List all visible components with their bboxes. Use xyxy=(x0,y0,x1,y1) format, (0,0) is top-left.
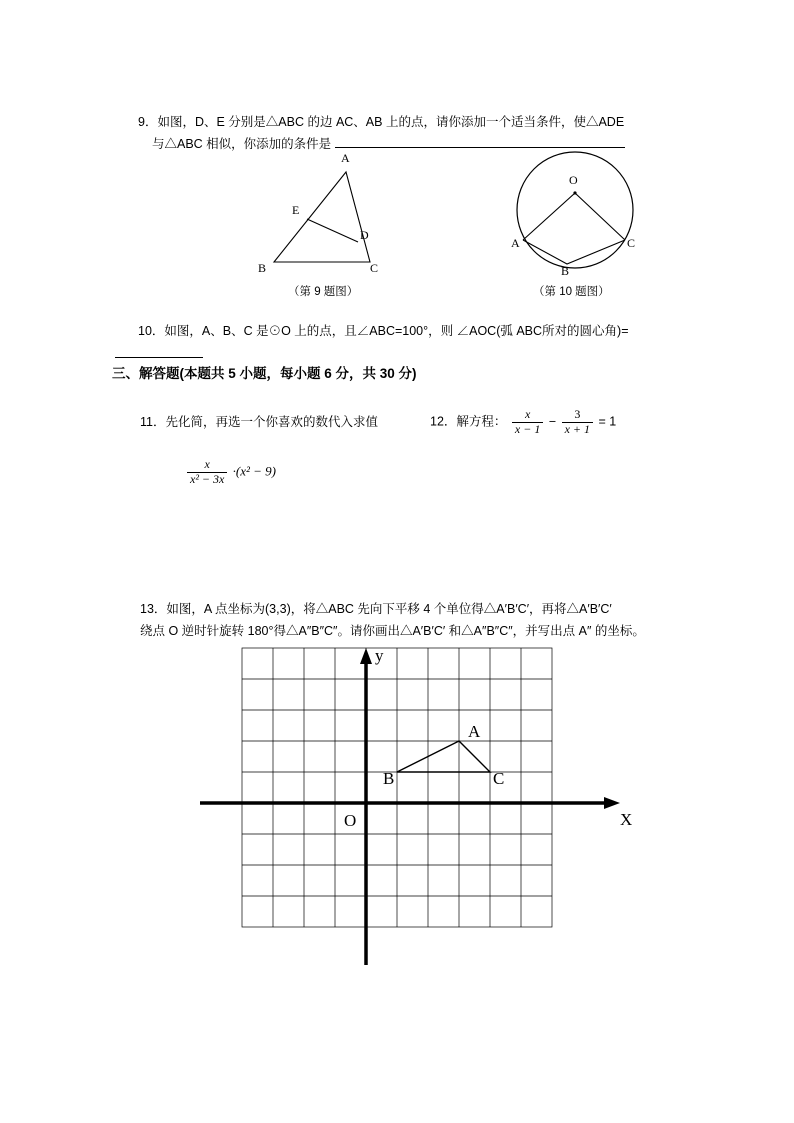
coordinate-grid-drawing xyxy=(180,640,650,980)
question-11-text: 11．先化简，再选一个你喜欢的数代入求值 xyxy=(140,415,378,429)
question-12-fraction-1-denominator: x − 1 xyxy=(512,422,543,437)
triangle-label-C: C xyxy=(493,769,505,788)
triangle-label-A: A xyxy=(468,722,481,741)
figure-9-label-E: E xyxy=(292,203,300,217)
question-12 xyxy=(430,408,616,437)
question-12-fraction-2-numerator: 3 xyxy=(574,407,581,421)
figure-10 xyxy=(495,150,675,310)
figure-9-caption: （第 9 题图） xyxy=(288,286,359,298)
triangle-label-B: B xyxy=(383,769,395,788)
question-11-expression xyxy=(185,458,276,487)
figure-10-label-O: O xyxy=(569,173,578,187)
origin-label: O xyxy=(344,811,357,830)
figure-10-drawing xyxy=(495,150,675,280)
question-11-numerator: x xyxy=(204,457,210,471)
question-11-denominator: x² − 3x xyxy=(187,472,227,487)
question-9-line2: 与△ABC 相似，你添加的条件是 xyxy=(152,136,332,151)
figure-9-drawing xyxy=(248,150,428,280)
question-12-equals: = 1 xyxy=(598,414,617,429)
y-axis-label: y xyxy=(375,646,384,665)
question-13 xyxy=(140,598,700,643)
question-10-text: 10．如图，A、B、C 是⊙O 上的点，且∠ABC=100°，则 ∠AOC(弧 ABC所对的圆心角)= xyxy=(138,324,629,338)
question-12-fraction-1 xyxy=(512,408,543,437)
answer-blank-10[interactable] xyxy=(115,357,203,358)
figure-9-label-B: B xyxy=(258,261,267,275)
x-axis-label: X xyxy=(620,810,633,829)
question-12-fraction-2-denominator: x + 1 xyxy=(562,422,593,437)
question-9-line1: 9．如图，D、E 分别是△ABC 的边 AC、AB 上的点，请你添加一个适当条件，使△ADE xyxy=(138,115,625,129)
question-11-multiplier: ·(x² − 9) xyxy=(232,463,276,479)
figure-9 xyxy=(248,150,428,310)
question-12-label: 12．解方程： xyxy=(430,414,507,429)
figure-10-caption: （第 10 题图） xyxy=(533,286,610,298)
figure-9-label-A: A xyxy=(341,151,350,165)
question-12-fraction-1-numerator: x xyxy=(524,407,531,421)
figure-10-label-A: A xyxy=(511,236,520,250)
question-12-minus: − xyxy=(548,414,557,429)
question-11-fraction xyxy=(187,458,227,487)
coordinate-grid-figure xyxy=(180,640,650,980)
question-10 xyxy=(138,320,698,343)
figure-10-label-B: B xyxy=(561,264,570,278)
section-3-heading: 三、解答题(本题共 5 小题，每小题 6 分，共 30 分) xyxy=(112,366,417,381)
figure-9-label-D: D xyxy=(360,228,369,242)
answer-blank-9[interactable] xyxy=(335,135,625,148)
question-13-line1: 13．如图，A 点坐标为(3,3)，将△ABC 先向下平移 4 个单位得△A′B′C′，再将△A′B′C′ xyxy=(140,602,612,616)
question-12-fraction-2 xyxy=(562,408,593,437)
figure-9-label-C: C xyxy=(370,261,379,275)
question-11 xyxy=(140,412,430,433)
figure-10-label-C: C xyxy=(627,236,636,250)
question-13-line2: 绕点 O 逆时针旋转 180°得△A″B″C″。请你画出△A′B′C′ 和△A″B″C″，并写出点 A″ 的坐标。 xyxy=(140,624,645,639)
